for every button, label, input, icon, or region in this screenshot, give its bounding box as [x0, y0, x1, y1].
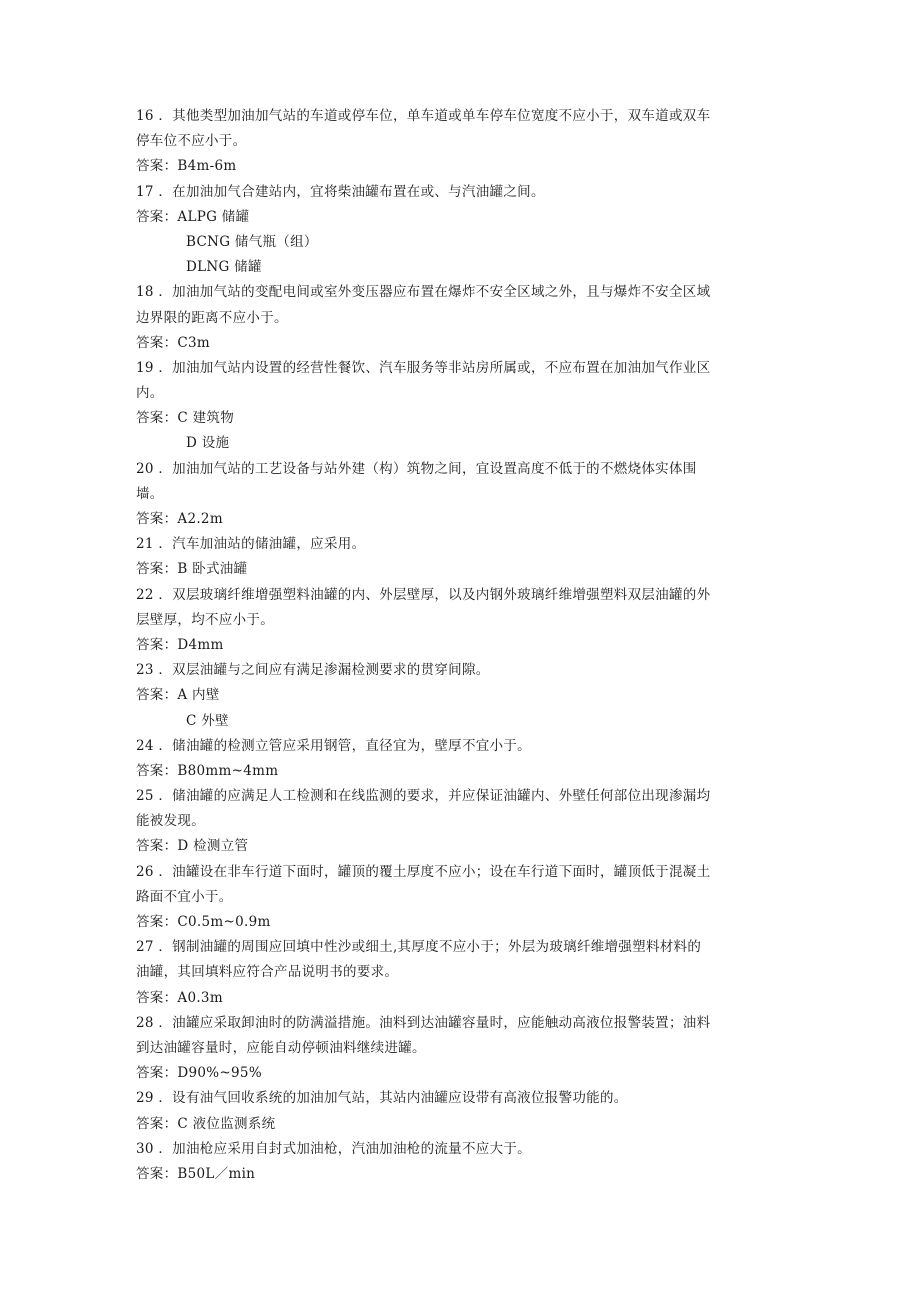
text-line: 停车位不应小于。 [136, 133, 247, 150]
text-line: 墙。 [136, 485, 164, 502]
question-line: 30 ．加油枪应采用自封式加油枪，汽油加油枪的流量不应大于。 [136, 1140, 531, 1157]
answer-line: 答案：B50L／min [136, 1165, 256, 1182]
document-body [136, 104, 796, 1187]
answer-line: 答案：D 检测立管 [136, 838, 249, 855]
answer-line: 答案：A2.2m [136, 511, 223, 527]
question-line: 29 ．设有油气回收系统的加油加气站，其站内油罐应设带有高液位报警功能的。 [136, 1090, 628, 1107]
answer-line: 答案：C 建筑物 [136, 410, 235, 427]
question-line: 23 ．双层油罐与之间应有满足渗漏检测要求的贯穿间隙。 [136, 662, 490, 679]
text-line: 层壁厚，均不应小于。 [136, 611, 274, 628]
answer-line: 答案：C 液位监测系统 [136, 1115, 276, 1132]
question-line: 22 ．双层玻璃纤维增强塑料油罐的内、外层壁厚，以及内钢外玻璃纤维增强塑料双层油罐的外 [136, 586, 711, 603]
question-line: 27 ．钢制油罐的周围应回填中性沙或细土,其厚度不应小于；外层为玻璃纤维增强塑料材料的 [136, 939, 702, 956]
answer-line: 答案：ALPG 储罐 [136, 208, 250, 225]
answer-option-line: DLNG 储罐 [186, 259, 262, 276]
answer-line: 答案：C3m [136, 334, 211, 351]
question-line: 26 ．油罐设在非车行道下面时，罐顶的覆土厚度不应小；设在车行道下面时，罐顶低于混凝土 [136, 863, 711, 880]
answer-option-line: BCNG 储气瓶（组） [186, 233, 318, 250]
question-line: 20 ．加油加气站的工艺设备与站外建（构）筑物之间，宜设置高度不低于的不燃烧体实体围 [136, 460, 697, 477]
question-line: 25 ．储油罐的应满足人工检测和在线监测的要求，并应保证油罐内、外壁任何部位出现渗漏均 [136, 788, 711, 805]
answer-line: 答案：A0.3m [136, 989, 223, 1006]
text-line: 油罐，其回填料应符合产品说明书的要求。 [136, 964, 399, 981]
question-line: 16 ．其他类型加油加气站的车道或停车位，单车道或单车停车位宽度不应小于，双车道或双车 [136, 108, 711, 124]
question-line: 24 ．储油罐的检测立管应采用钢管，直径宜为，壁厚不宜小于。 [136, 737, 531, 754]
answer-line: 答案：A 内壁 [136, 687, 220, 704]
answer-line: 答案：D90%~95% [136, 1065, 262, 1082]
question-line: 17 ．在加油加气合建站内，宜将柴油罐布置在或、与汽油罐之间。 [136, 183, 545, 200]
question-line: 19 ．加油加气站内设置的经营性餐饮、汽车服务等非站房所属或，不应布置在加油加气作业区 [136, 359, 711, 376]
answer-line: 答案：B 卧式油罐 [136, 561, 248, 578]
answer-line: 答案：D4mm [136, 636, 224, 653]
answer-line: 答案：B4m-6m [136, 158, 237, 175]
text-line: 内。 [136, 385, 164, 402]
text-line: 边界限的距离不应小于。 [136, 309, 288, 326]
text-line: 能被发现。 [136, 813, 205, 830]
question-line: 21 ．汽车加油站的储油罐，应采用。 [136, 536, 366, 553]
answer-option-line: C 外壁 [186, 712, 229, 729]
text-line: 到达油罐容量时，应能自动停顿油料继续进罐。 [136, 1039, 426, 1056]
text-line: 路面不宜小于。 [136, 888, 233, 905]
answer-line: 答案：B80mm~4mm [136, 762, 279, 779]
question-line: 28 ．油罐应采取卸油时的防满溢措施。油料到达油罐容量时，应能触动高液位报警装置；油料 [136, 1014, 711, 1031]
answer-line: 答案：C0.5m~0.9m [136, 914, 271, 930]
answer-option-line: D 设施 [186, 435, 230, 452]
question-line: 18 ．加油加气站的变配电间或室外变压器应布置在爆炸不安全区域之外，且与爆炸不安全区域 [136, 284, 711, 301]
